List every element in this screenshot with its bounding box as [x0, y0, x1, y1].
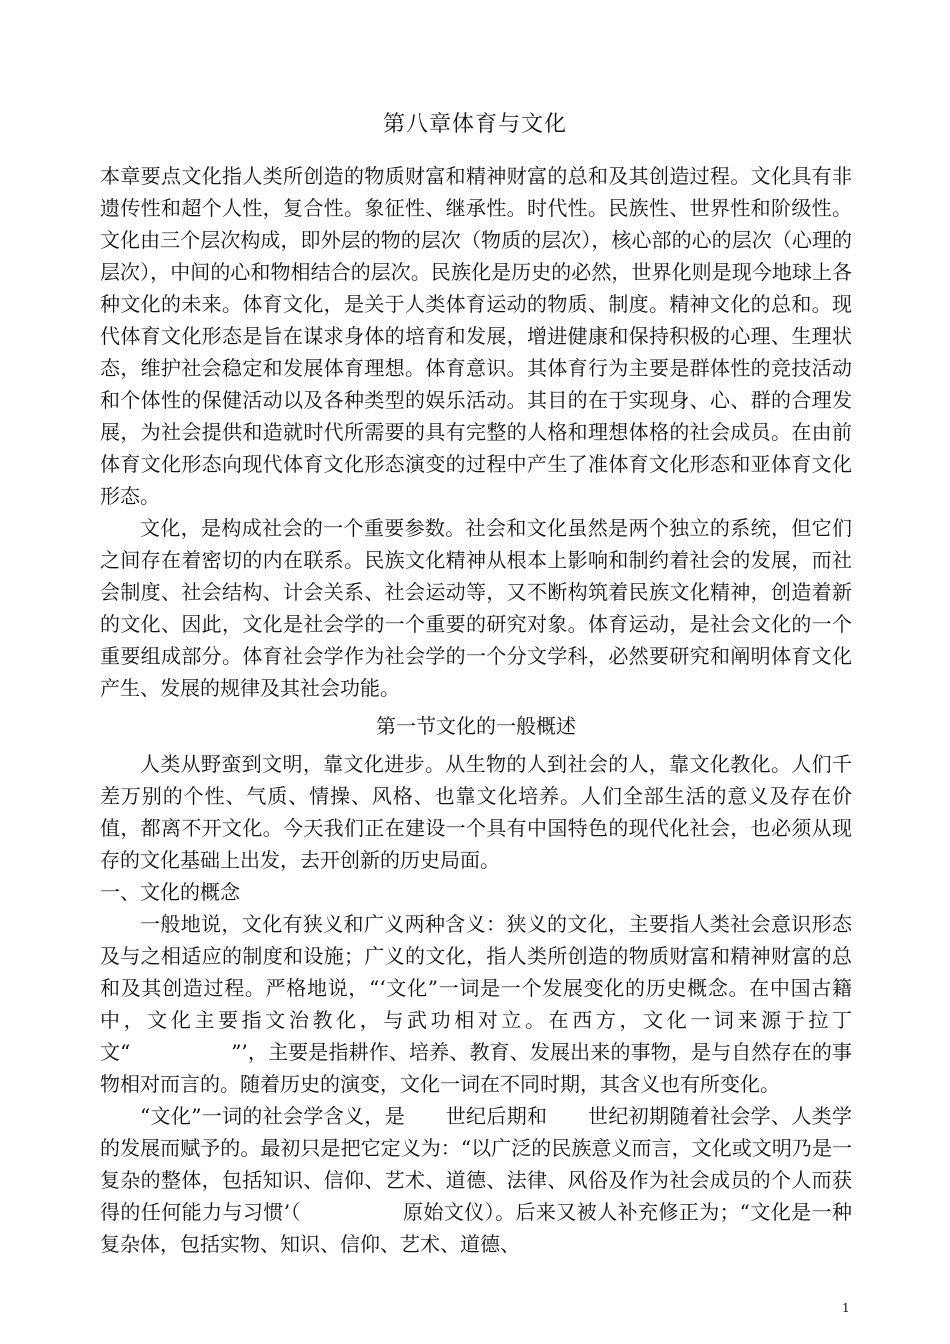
section-title: 第一节文化的一般概述	[376, 714, 576, 738]
chapter-title: 第八章体育与文化	[382, 112, 567, 137]
chapter-summary-paragraph: 本章要点文化指人类所创造的物质财富和精神财富的总和及其创造过程。文化具有非遗传性和超个人性，复合性。象征性、继承性。时代性。民族性、世界性和阶级性。文化由三个层次构成，即外层的物的层次（物质的层次），核心部的心的层次（心理的层次），中间的心和物相结合的层次。民族化是历史的必然，世界化则是现今地球上各种文化的未来。体育文化，是关于人类体育运动的物质、制度。精神文化的总和。现代体育文化形态是旨在谋求身体的培育和发展，增进健康和保持积极的心理、生理状态，维护社会稳定和发展体育理想。体育意识。其体育行为主要是群体性的竞技活动和个体性的保健活动以及各种类型的娱乐活动。其目的在于实现身、心、群的合理发展，为社会提供和造就时代所需要的具有完整的人格和理想体格的社会成员。在由前体育文化形态向现代体育文化形态演变的过程中产生了准体育文化形态和亚体育文化形态。	[100, 164, 852, 508]
sociology-paragraph: “文化”一词的社会学含义，是 世纪后期和 世纪初期随着社会学、人类学的发展而赋予的。最初只是把它定义为：“以广泛的民族意义而言，文化或文明乃是一复杂的整体，包括知识、信仰、艺术、道德、法律、风俗及作为社会成员的个人而获得的任何能力与习惯’（ 原始文仪）。后来又被人补充修正为；“文化是一种复杂体，包括实物、知识、信仰、艺术、道德、	[100, 1104, 852, 1256]
document-body	[100, 160, 852, 1260]
page-number: 1	[842, 1301, 850, 1315]
concept-paragraph: 一般地说，文化有狭义和广义两种含义：狭义的文化，主要指人类社会意识形态及与之相适应的制度和设施；广义的文化，指人类所创造的物质财富和精神财富的总和及其创造过程。严格地说，“‘文化”一词是一个发展变化的历史概念。在中国古籍中，文化主要指文治教化，与武功相对立。在西方，文化一词来源于拉丁文“ ”’，主要是指耕作、培养、教育、发展出来的事物，是与自然存在的事物相对而言的。随着历史的演变，文化一词在不同时期，其含义也有所变化。	[100, 912, 852, 1096]
intro-paragraph: 文化，是构成社会的一个重要参数。社会和文化虽然是两个独立的系统，但它们之间存在着密切的内在联系。民族文化精神从根本上影响和制约着社会的发展，而社会制度、社会结构、计会关系、社会运动等，又不断构筑着民族文化精神，创造着新的文化、因此，文化是社会学的一个重要的研究对象。体育运动，是社会文化的一个重要组成部分。体育社会学作为社会学的一个分文学科，必然要研究和阐明体育文化产生、发展的规律及其社会功能。	[100, 516, 852, 700]
section-paragraph: 人类从野蛮到文明，靠文化进步。从生物的人到社会的人，靠文化教化。人们千差万别的个性、气质、情操、风格、也靠文化培养。人们全部生活的意义及存在价值，都离不开文化。今天我们正在建设一个具有中国特色的现代化社会，也必须从现存的文化基础上出发，去开创新的历史局面。	[100, 752, 852, 872]
subsection-title: 一、文化的概念	[100, 880, 240, 904]
